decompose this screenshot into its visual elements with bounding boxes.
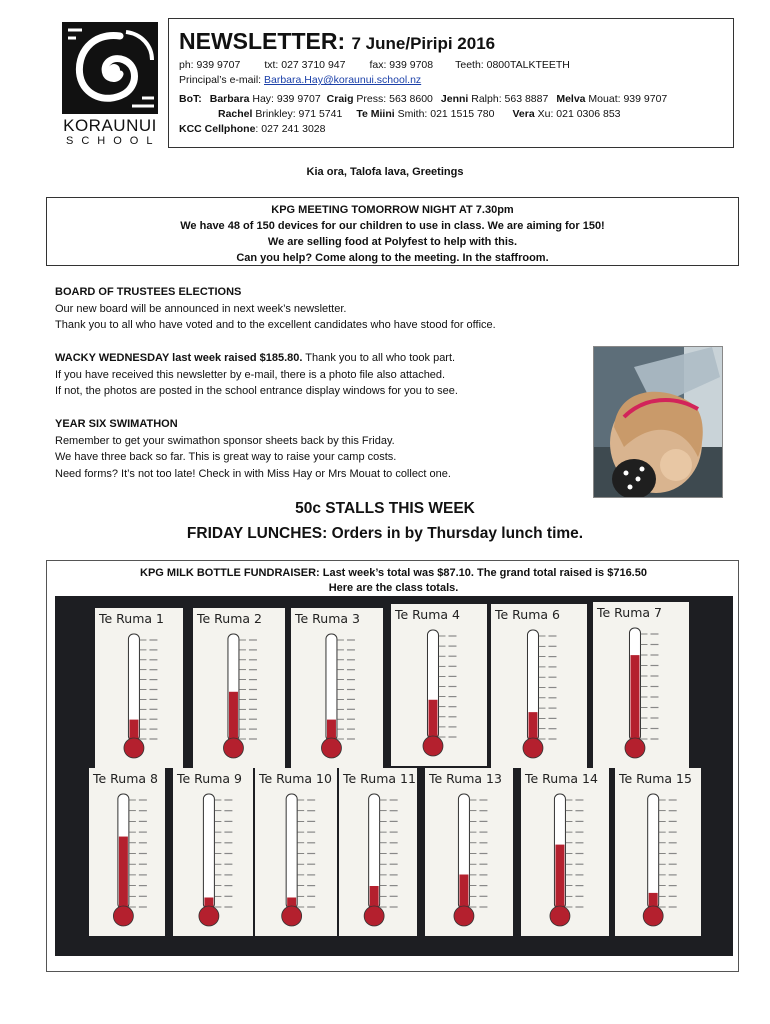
thermometer-icon — [521, 768, 609, 936]
bot-line-2 — [179, 107, 723, 122]
thermometer-tube — [286, 794, 297, 909]
wacky-wednesday-photo — [593, 346, 723, 498]
thermometer-icon — [491, 604, 587, 768]
thermometer-sheet — [339, 768, 417, 936]
kcc-value: : 027 241 3028 — [255, 123, 326, 135]
thermometer-tube — [648, 794, 659, 909]
thermometer-label: Te Ruma 2 — [197, 611, 262, 626]
bot-first: Barbara — [209, 93, 250, 105]
thermometer-fill — [528, 712, 537, 741]
thermometer-label: Te Ruma 10 — [259, 771, 332, 786]
thermometer-sheet — [391, 604, 487, 766]
thermometer-sheet — [491, 604, 587, 768]
thermometer-sheet — [89, 768, 165, 936]
thermometer-bulb — [124, 738, 144, 758]
bot-first: Jenni — [440, 93, 469, 105]
kpg-line: We are selling food at Polyfest to help with this. — [267, 236, 518, 248]
greeting: Kia ora, Talofa lava, Greetings — [306, 166, 464, 178]
thermometer-bulb — [625, 738, 645, 758]
thermometer-bulb — [364, 906, 384, 926]
thermometer-bulb — [643, 906, 663, 926]
section-text: If you have received this newsletter by e-mail, there is a photo file also attached. — [55, 368, 446, 381]
txt-number: txt: 027 3710 947 — [264, 59, 346, 71]
thermometer-label: Te Ruma 13 — [429, 771, 502, 786]
thermometer-sheet — [291, 608, 383, 768]
kcc-line — [179, 122, 723, 137]
bot-label: BoT: — [179, 93, 202, 105]
section-text: Thank you to all who took part. — [302, 352, 456, 364]
bot-rest: Smith: 021 1515 780 — [394, 108, 495, 120]
thermometer-bulb — [282, 906, 302, 926]
thermometer-icon — [255, 768, 337, 936]
thermometer-label: Te Ruma 3 — [295, 611, 360, 626]
section-text: If not, the photos are posted in the school entrance display windows for you to see. — [55, 385, 458, 397]
bot-rest: Mouat: 939 9707 — [585, 93, 668, 105]
kpg-line: We have 48 of 150 devices for our children to use in class. We are aiming for 150! — [180, 220, 605, 232]
thermometer-icon — [593, 602, 689, 768]
bot-first: Craig — [326, 93, 354, 105]
title-text: NEWSLETTER: — [179, 28, 346, 54]
newsletter-header — [168, 18, 734, 148]
bot-first: Vera — [512, 108, 535, 120]
thermometer-fill — [630, 655, 639, 741]
fundraiser-line: KPG MILK BOTTLE FUNDRAISER: Last week’s total was $87.10. The grand total raised is $716.50 — [140, 567, 647, 579]
thermometer-label: Te Ruma 8 — [93, 771, 158, 786]
thermometer-tube — [203, 794, 214, 909]
fundraiser-text — [47, 566, 740, 596]
thermometer-board-photo — [55, 596, 733, 956]
teeth-line: Teeth: 0800TALKTEETH — [455, 59, 570, 71]
section-text: Thank you to all who have voted and to the excellent candidates who have stood for office. — [55, 319, 496, 331]
bot-elections-section — [55, 284, 595, 334]
principal-line — [179, 73, 723, 88]
kcc-label: KCC Cellphone — [179, 123, 256, 135]
bot-first: Te Miini — [356, 108, 395, 120]
bot-rest: Hay: 939 9707 — [249, 93, 321, 105]
thermometer-sheet — [95, 608, 183, 768]
section-heading: YEAR SIX SWIMATHON — [55, 418, 178, 430]
stalls-heading: 50c STALLS THIS WEEK — [295, 500, 475, 517]
thermometer-sheet — [255, 768, 337, 936]
thermometer-icon — [89, 768, 165, 936]
section-text: Need forms? It’s not too late! Check in with Miss Hay or Mrs Mouat to collect one. — [55, 467, 451, 480]
phone: ph: 939 9707 — [179, 59, 241, 71]
thermometer-icon — [425, 768, 513, 936]
bot-rest: Brinkley: 971 5741 — [252, 108, 343, 120]
thermometer-icon — [615, 768, 701, 936]
bot-rest: Xu: 021 0306 853 — [534, 108, 621, 120]
thermometer-fill — [428, 700, 437, 739]
contact-line — [179, 58, 723, 73]
section-text: Remember to get your swimathon sponsor sheets back by this Friday. — [55, 434, 395, 447]
swimathon-section — [55, 416, 595, 482]
logo-wordmark: KORAUNUI — [63, 116, 157, 135]
school-logo — [60, 22, 160, 148]
bot-line-1 — [179, 92, 723, 107]
thermometer-fill — [370, 886, 379, 909]
thermometer-fill — [555, 845, 564, 909]
thermometer-bulb — [454, 906, 474, 926]
thermometer-bulb — [423, 736, 443, 756]
koru-logo-icon — [62, 22, 158, 114]
thermometer-bulb — [113, 906, 133, 926]
kpg-line: KPG MEETING TOMORROW NIGHT AT 7.30pm — [271, 204, 514, 216]
bot-rest: Press: 563 8600 — [353, 93, 433, 105]
thermometer-bulb — [321, 738, 341, 758]
thermometer-sheet — [425, 768, 513, 936]
thermometer-fill — [459, 875, 468, 910]
thermometer-label: Te Ruma 14 — [525, 771, 598, 786]
thermometer-label: Te Ruma 15 — [619, 771, 692, 786]
bot-first: Rachel — [218, 108, 253, 120]
thermometer-bulb — [199, 906, 219, 926]
thermometer-label: Te Ruma 6 — [495, 607, 560, 622]
section-heading: WACKY WEDNESDAY last week raised $185.80. — [55, 352, 303, 364]
bot-rest: Ralph: 563 8887 — [468, 93, 549, 105]
wacky-heading-line — [55, 350, 595, 367]
thermometer-sheet — [173, 768, 253, 936]
thermometer-bulb — [550, 906, 570, 926]
thermometer-fill — [229, 692, 238, 741]
principal-email-link[interactable]: Barbara.Hay@koraunui.school.nz — [264, 74, 422, 86]
thermometer-label: Te Ruma 11 — [343, 771, 416, 786]
thermometer-bulb — [223, 738, 243, 758]
thermometer-icon — [173, 768, 253, 936]
thermometer-icon — [391, 604, 487, 766]
principal-label: Principal’s e-mail: — [179, 74, 264, 86]
thermometer-label: Te Ruma 7 — [597, 605, 662, 620]
thermometer-sheet — [615, 768, 701, 936]
wacky-wednesday-section — [55, 350, 595, 400]
child-photo-image — [594, 347, 723, 498]
thermometer-sheet — [521, 768, 609, 936]
kpg-meeting-box — [46, 197, 739, 266]
thermometer-sheet — [193, 608, 285, 768]
thermometer-label: Te Ruma 9 — [177, 771, 242, 786]
newsletter-date: 7 June/Piripi 2016 — [351, 34, 496, 53]
bot-first: Melva — [556, 93, 586, 105]
thermometer-icon — [339, 768, 417, 936]
thermometer-icon — [291, 608, 383, 768]
thermometer-label: Te Ruma 1 — [99, 611, 164, 626]
thermometer-icon — [193, 608, 285, 768]
thermometer-bulb — [523, 738, 543, 758]
fax: fax: 939 9708 — [369, 59, 434, 71]
lunches-heading: FRIDAY LUNCHES: Orders in by Thursday lunch time. — [186, 525, 584, 542]
section-text: We have three back so far. This is great way to raise your camp costs. — [55, 451, 397, 463]
newsletter-title — [179, 27, 723, 58]
thermometer-label: Te Ruma 4 — [395, 607, 460, 622]
logo-subtitle: SCHOOL — [66, 135, 161, 147]
thermometer-sheet — [593, 602, 689, 768]
thermometer-fill — [119, 837, 128, 909]
kpg-line: Can you help? Come along to the meeting. In the staffroom. — [236, 252, 549, 264]
section-text: Our new board will be announced in next week’s newsletter. — [55, 302, 347, 315]
fundraiser-line: Here are the class totals. — [328, 582, 459, 594]
thermometer-icon — [95, 608, 183, 768]
section-heading: BOARD OF TRUSTEES ELECTIONS — [55, 286, 242, 298]
